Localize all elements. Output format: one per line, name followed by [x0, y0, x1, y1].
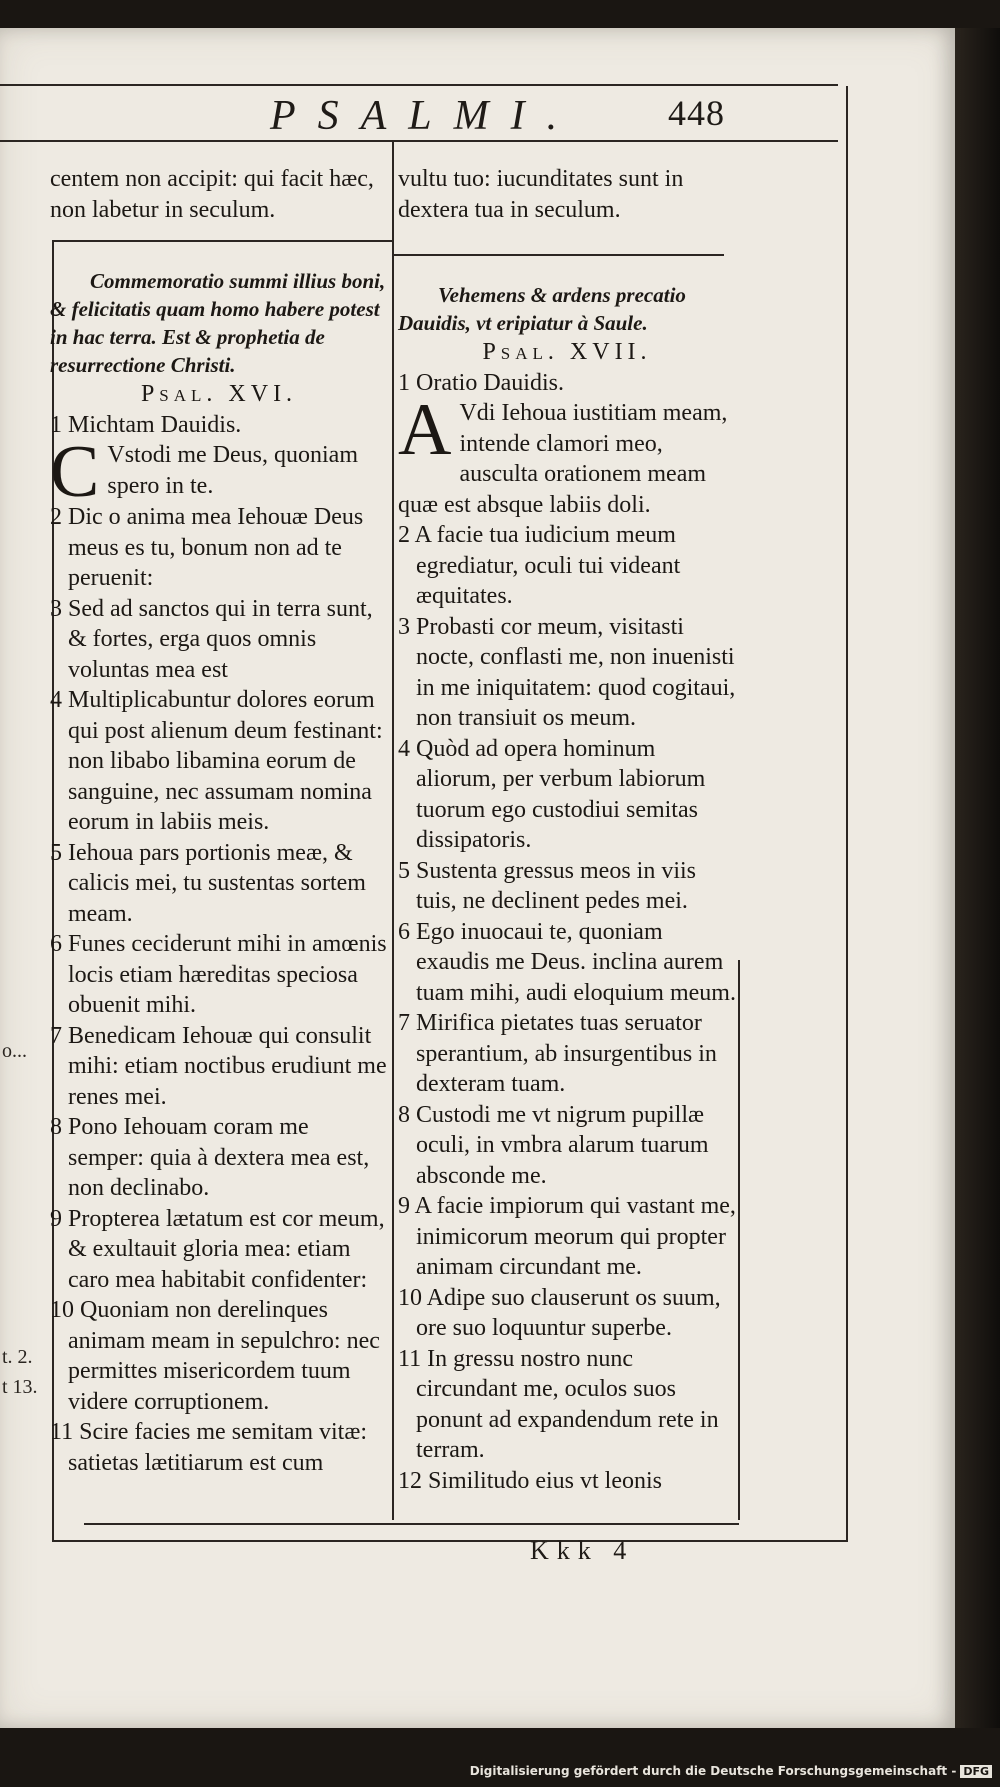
right-verse-10: 10 Adipe suo clauserunt os suum, ore suo loquuntur superbe. [398, 1284, 721, 1341]
credit-text: Digitalisierung gefördert durch die Deutsche Forschungsgemeinschaft - [469, 1764, 957, 1778]
page-edge-shadow [955, 28, 1000, 1728]
digitization-credit [470, 1764, 992, 1778]
right-verse-1: 1 Oratio Dauidis. [398, 369, 564, 396]
margin-note-c: t 13. [2, 1376, 38, 1398]
left-verse-4: 4 Multiplicabuntur dolores eorum qui post alienum deum festinant: non libabo libamina eorum de sanguine, nec assumam nomina eorum in labiis meis. [50, 687, 383, 835]
left-summary: Commemoratio summi illius boni, & felicitatis quam homo habere potest in hac terra. Est & prophetia de resurrectione Christi. [50, 269, 386, 377]
left-verse-7: 7 Benedicam Iehouæ qui consulit mihi: etiam noctibus erudiunt me renes mei. [50, 1022, 387, 1110]
left-dropcap-text: Vstodi me Deus, quoniam spero in te. [107, 442, 358, 499]
left-column [50, 164, 388, 1478]
left-verse-11: 11 Scire facies me semitam vitæ: satietas lætitiarum est cum [50, 1419, 368, 1476]
right-dropcap-paragraph [398, 389, 736, 520]
right-verse-7: 7 Mirifica pietates tuas seruator sperantium, ab insurgentibus in dexteram tuam. [398, 1010, 717, 1097]
frame-bottom [52, 1540, 848, 1542]
left-verse-2: 2 Dic o anima mea Iehouæ Deus meus es tu, bonum non ad te peruenit: [50, 504, 364, 591]
signature-mark: Kkk 4 [530, 1536, 635, 1565]
right-verse-5: 5 Sustenta gressus meos in viis tuis, ne declinent pedes mei. [398, 857, 696, 914]
left-continuation: centem non accipit: qui facit hæc, non labetur in seculum. [50, 166, 374, 223]
frame-right [846, 86, 848, 1541]
dfg-logo: DFG [960, 1765, 992, 1778]
header-underline [0, 140, 838, 142]
right-verse-4: 4 Quòd ad opera hominum aliorum, per verbum labiorum tuorum ego custodiui semitas dissipatoris. [398, 735, 706, 853]
left-dropcap-paragraph [50, 431, 388, 513]
right-continuation: vultu tuo: iucunditates sunt in dextera tua in seculum. [398, 166, 684, 223]
left-psalm-title: Psal. XVI. [140, 381, 298, 407]
running-head: PSALMI. [270, 93, 580, 139]
right-dropcap: A [398, 389, 452, 471]
left-verse-3: 3 Sed ad sanctos qui in terra sunt, & fortes, erga quos omnis voluntas mea est [50, 595, 373, 683]
right-verse-9: 9 A facie impiorum qui vastant me, inimicorum meorum qui propter animam circundant me. [398, 1193, 736, 1280]
left-verse-10: 10 Quoniam non derelinques animam meam in sepulchro: nec permittes misericordem tuum videre corruptionem. [50, 1297, 380, 1415]
right-verse-8: 8 Custodi me vt nigrum pupillæ oculi, in vmbra alarum tuarum absconde me. [398, 1101, 709, 1189]
left-verse-1: 1 Michtam Dauidis. [50, 411, 242, 438]
margin-note-a: o... [2, 1040, 27, 1062]
header-rule [0, 84, 838, 86]
right-psalm-title: Psal. XVII. [482, 339, 652, 365]
left-dropcap: C [50, 431, 100, 513]
column-divider [392, 142, 394, 1520]
right-summary: Vehemens & ardens precatio Dauidis, vt eripiatur à Saule. [398, 283, 686, 335]
left-verse-8: 8 Pono Iehouam coram me semper: quia à dextera mea est, non declinabo. [50, 1114, 370, 1201]
right-verse-2: 2 A facie tua iudicium meum egrediatur, oculi tui videant æquitates. [398, 522, 681, 609]
right-verse-12: 12 Similitudo eius vt leonis [398, 1467, 663, 1494]
page-number: 448 [668, 93, 725, 133]
right-column [398, 164, 736, 1496]
left-verse-9: 9 Propterea lætatum est cor meum, & exultauit gloria mea: etiam caro mea habitabit confidenter: [50, 1205, 385, 1293]
right-verse-3: 3 Probasti cor meum, visitasti nocte, conflasti me, non inuenisti in me iniquitatem: quod cogitaui, non transiuit os meum. [398, 613, 736, 731]
frame-inner-right [738, 960, 740, 1520]
left-verse-5: 5 Iehoua pars portionis meæ, & calicis mei, tu sustentas sortem meam. [50, 839, 366, 927]
left-verse-6: 6 Funes ceciderunt mihi in amœnis locis etiam hæreditas speciosa obuenit mihi. [50, 931, 387, 1018]
right-verse-11: 11 In gressu nostro nunc circundant me, oculos suos ponunt ad expandendum rete in terram. [398, 1345, 719, 1463]
right-dropcap-text: Vdi Iehoua iustitiam meam, intende clamori meo, ausculta orationem meam quæ est absque labiis doli. [398, 400, 728, 518]
margin-note-b: t. 2. [2, 1346, 33, 1368]
footer-rule [84, 1523, 739, 1525]
right-verse-6: 6 Ego inuocaui te, quoniam exaudis me Deus. inclina aurem tuam mihi, audi eloquium meum. [398, 918, 736, 1006]
